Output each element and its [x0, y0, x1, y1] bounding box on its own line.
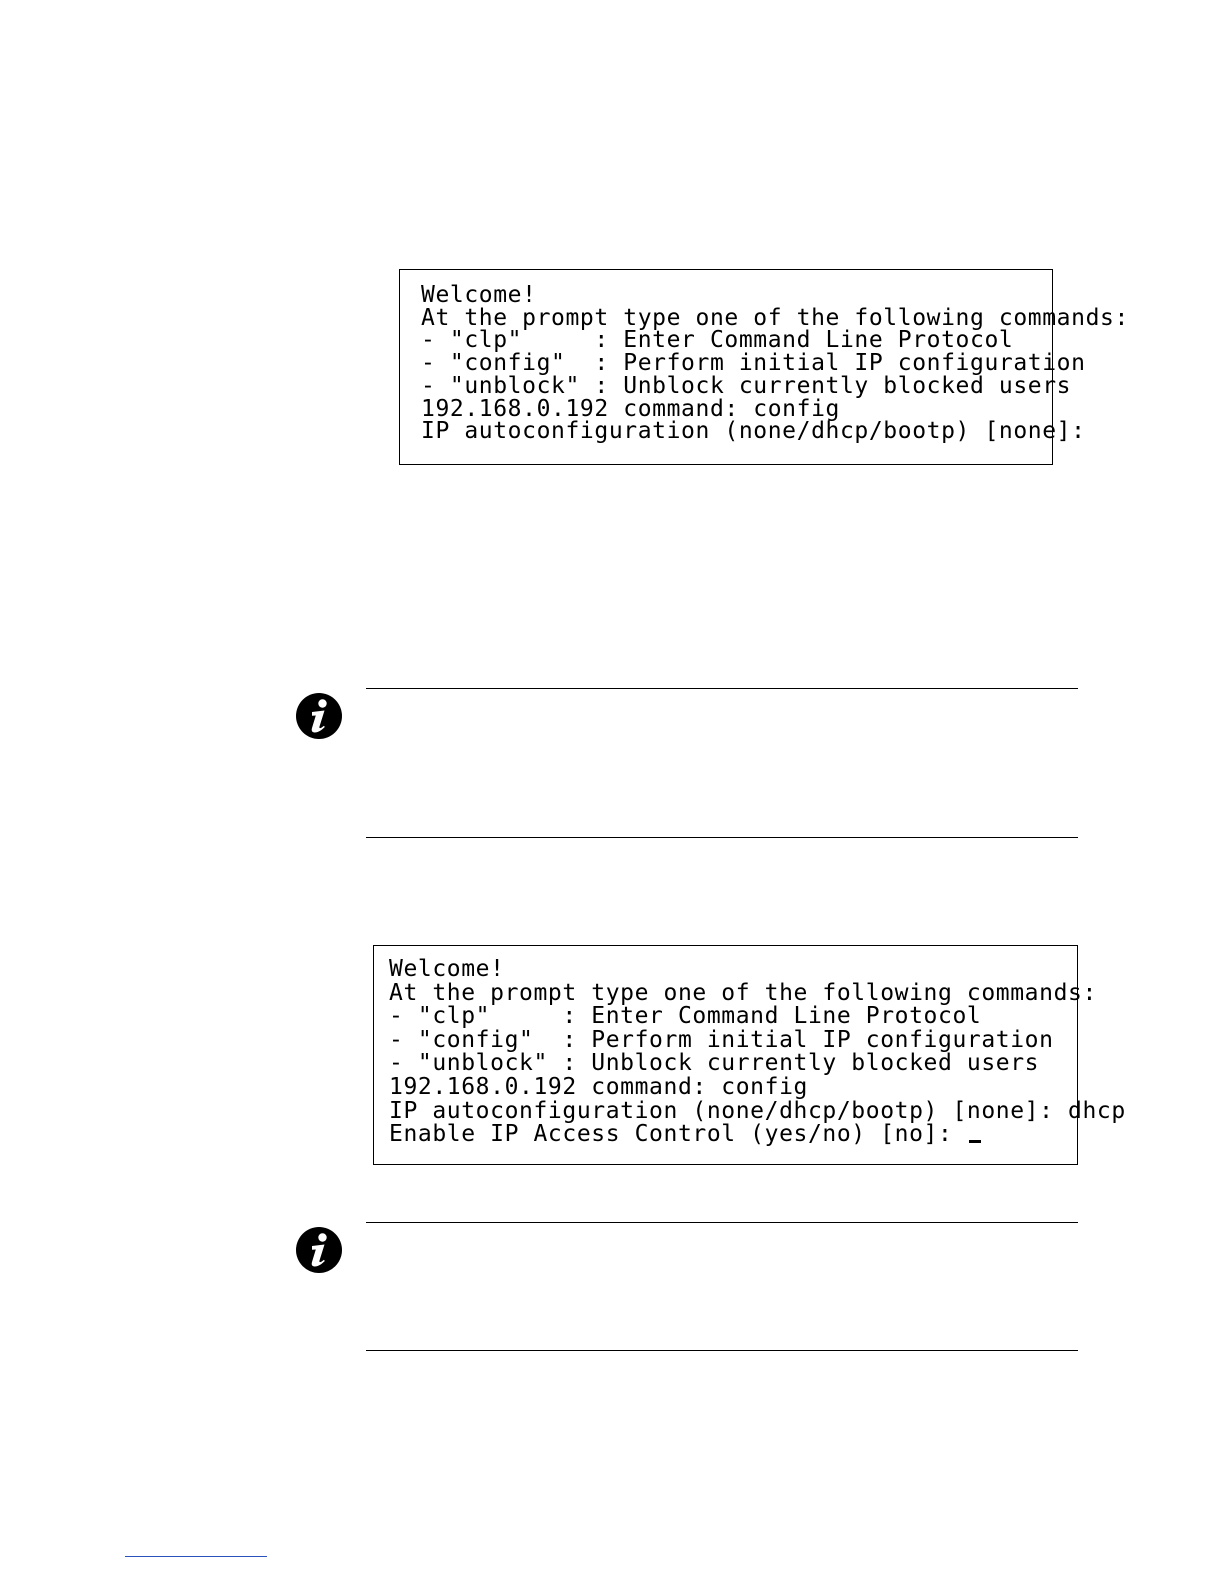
access-control-prompt-text: Enable IP Access Control (yes/no) [no]:	[389, 1121, 953, 1148]
terminal-1-line-unblock: - "unblock" : Unblock currently blocked users	[421, 372, 1072, 399]
note-2-bottom-rule	[366, 1350, 1078, 1351]
terminal-2-line-instructions: At the prompt type one of the following commands:	[389, 979, 1097, 1006]
info-icon	[295, 692, 343, 740]
terminal-1-line-clp: - "clp" : Enter Command Line Protocol	[421, 327, 1014, 354]
terminal-1-line-config: - "config" : Perform initial IP configuration	[421, 350, 1086, 377]
note-2-top-rule	[366, 1222, 1078, 1223]
terminal-2-line-command: 192.168.0.192 command: config	[389, 1073, 808, 1100]
terminal-2-line-clp: - "clp" : Enter Command Line Protocol	[389, 1003, 982, 1030]
terminal-1-line-welcome: Welcome!	[421, 282, 537, 308]
note-1-top-rule	[366, 688, 1078, 689]
terminal-2-line-welcome: Welcome!	[389, 956, 505, 982]
terminal-1-line-command: 192.168.0.192 command: config	[421, 395, 840, 422]
footer-link-underline[interactable]	[125, 1556, 267, 1557]
terminal-1-line-instructions: At the prompt type one of the following commands:	[421, 304, 1129, 331]
info-icon	[295, 1226, 343, 1274]
note-1-bottom-rule	[366, 837, 1078, 838]
terminal-2-line-autoconfig: IP autoconfiguration (none/dhcp/bootp) [none]: dhcp	[389, 1097, 1126, 1124]
terminal-2-line-access-control-prompt	[389, 1123, 1067, 1147]
terminal-2-line-unblock: - "unblock" : Unblock currently blocked users	[389, 1050, 1040, 1077]
terminal-screenshot-1	[399, 269, 1129, 465]
terminal-cursor	[969, 1140, 981, 1143]
terminal-screenshot-2	[373, 945, 1126, 1165]
terminal-2-line-config: - "config" : Perform initial IP configuration	[389, 1026, 1054, 1053]
terminal-1-line-autoconfig-prompt: IP autoconfiguration (none/dhcp/bootp) [none]:	[421, 418, 1086, 445]
